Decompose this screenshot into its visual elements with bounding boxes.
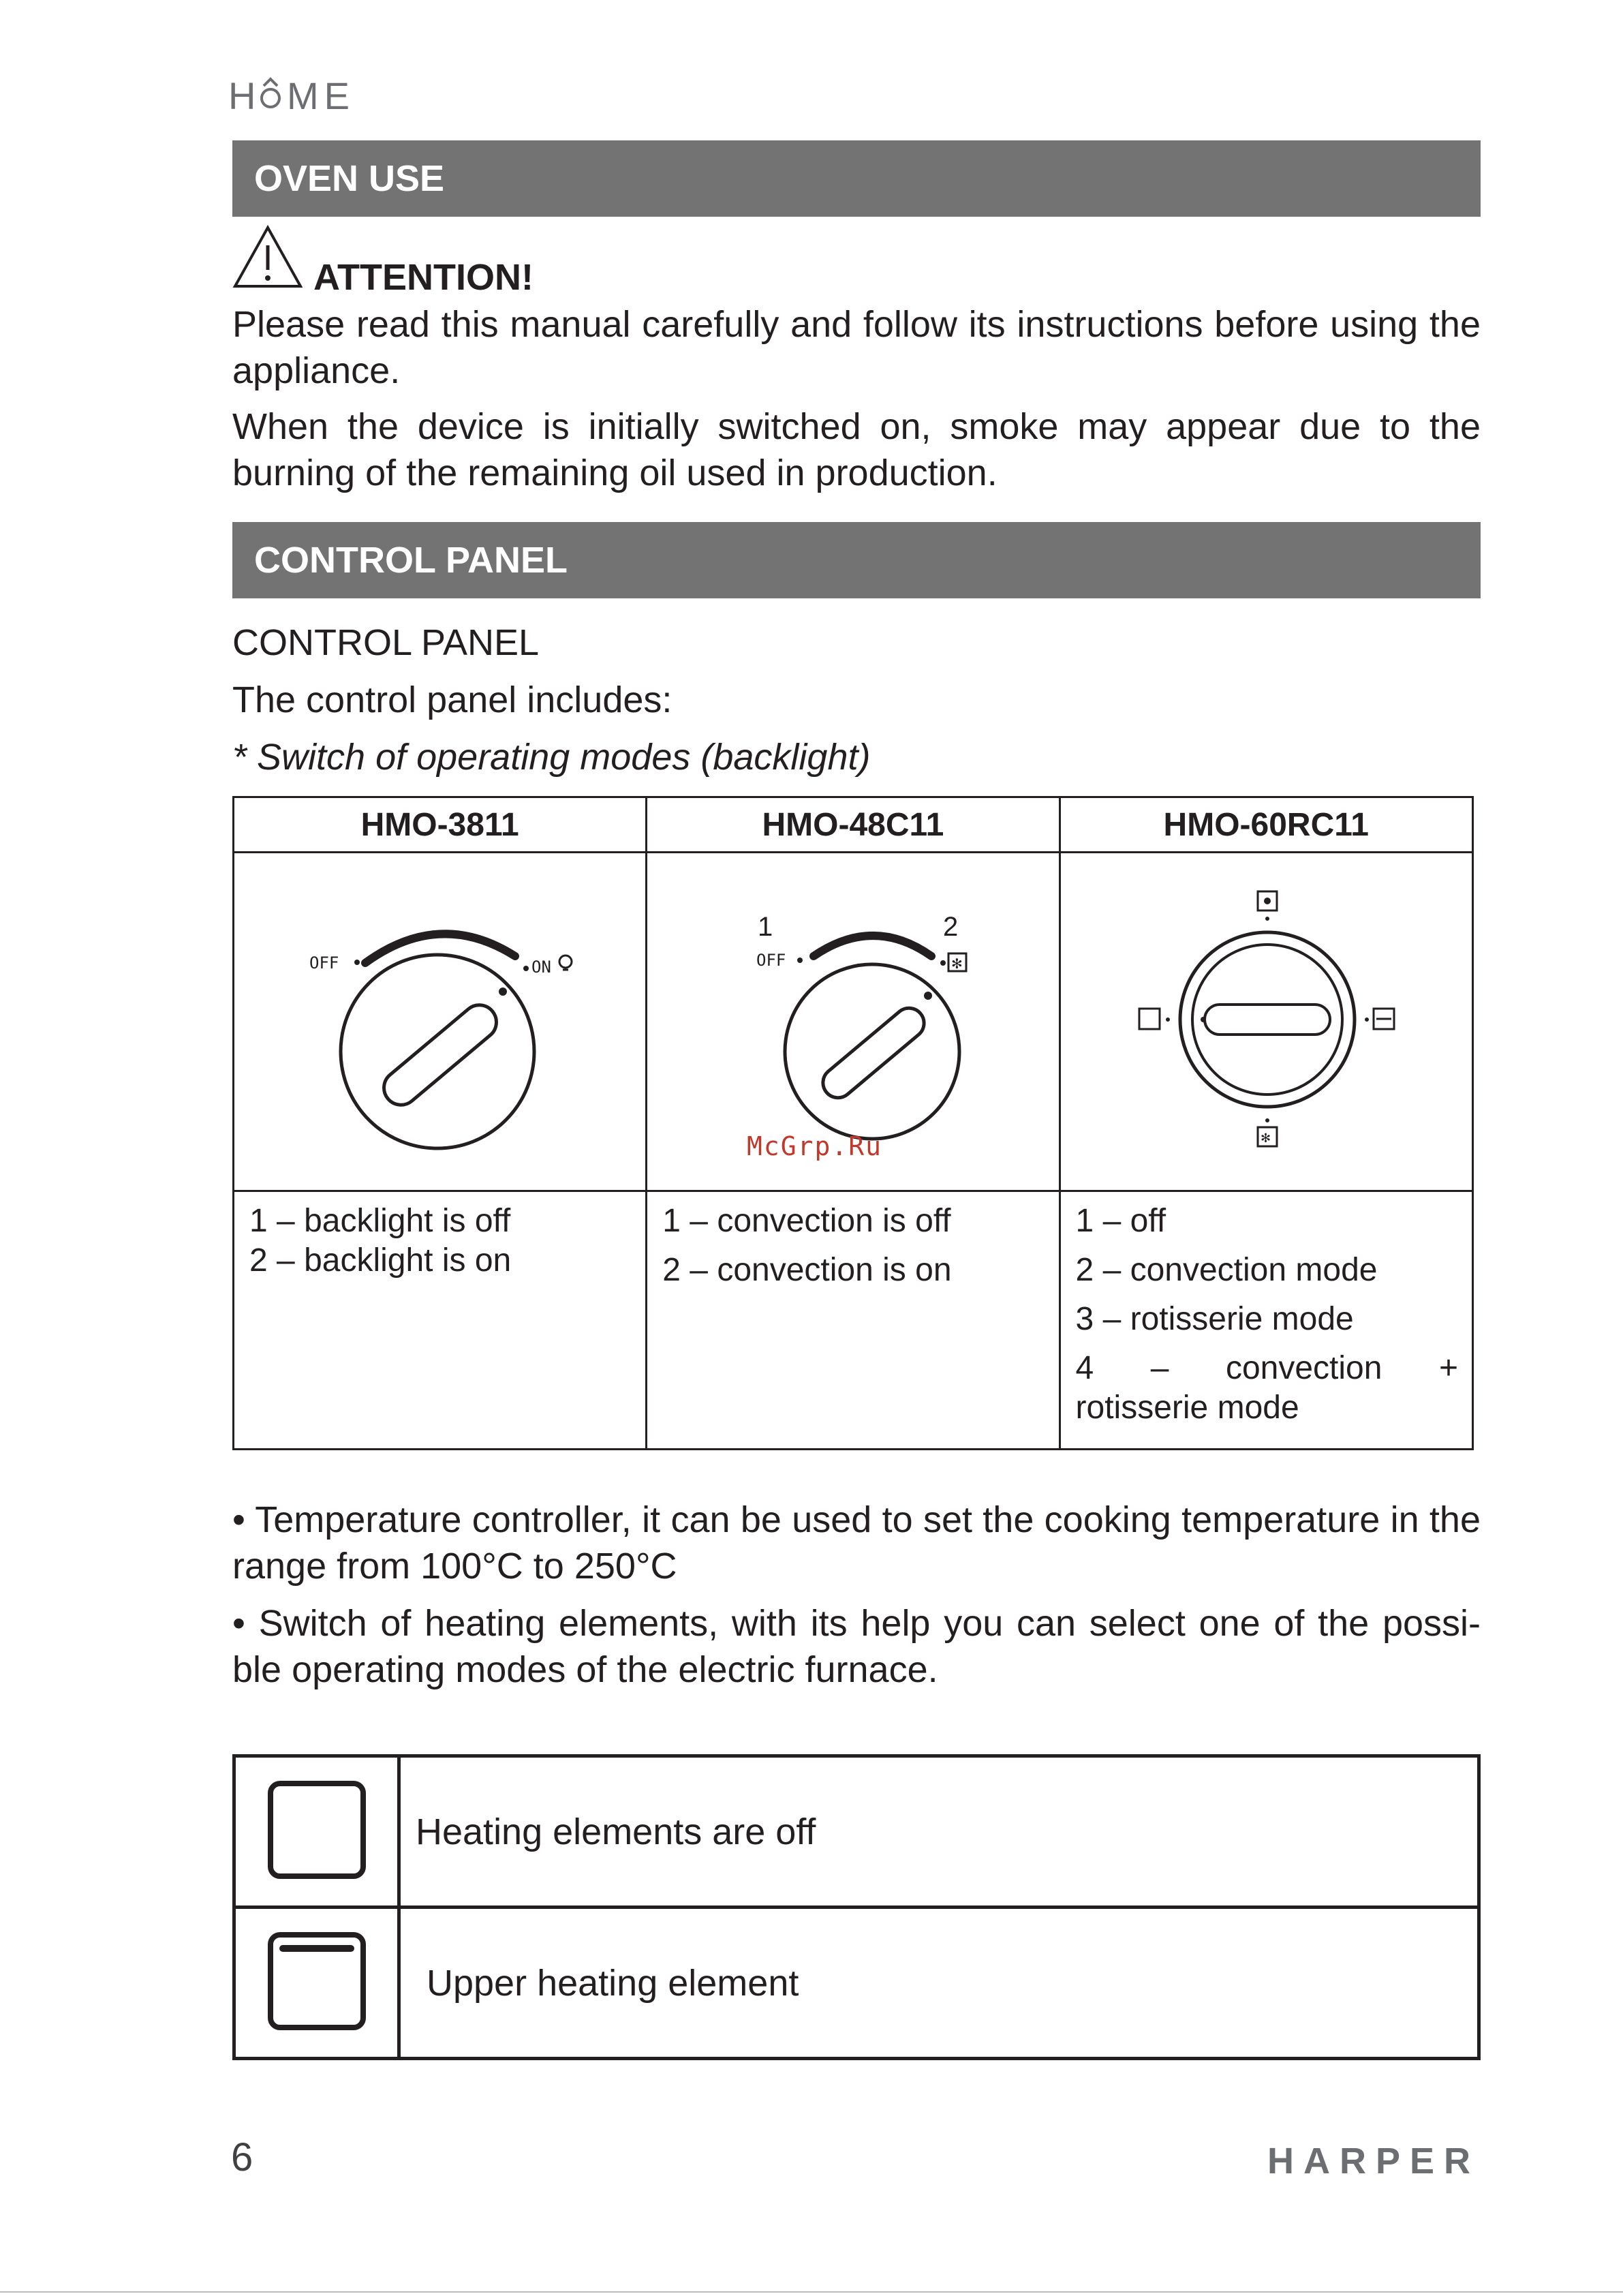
attention-label: ATTENTION!	[313, 257, 534, 298]
heating-off-icon	[234, 1756, 399, 1908]
heating-modes-table	[232, 1754, 1481, 2060]
oven-use-text	[232, 301, 1481, 496]
dial-two-label: 2	[942, 912, 959, 942]
dial-on-label: ON	[531, 958, 551, 977]
watermark: McGrp.Ru	[747, 1131, 883, 1161]
dial-hmo-3811-cell	[234, 853, 647, 1191]
svg-text:H: H	[228, 74, 260, 114]
upper-heating-icon	[234, 1908, 399, 2059]
harper-logo: HARPER	[1267, 2141, 1481, 2182]
svg-text:ME: ME	[287, 74, 355, 114]
dial-off-label-2: OFF	[756, 951, 786, 970]
bullets	[232, 1497, 1481, 1693]
hmo-60rc11-mode-1: 1 – off	[1075, 1203, 1166, 1239]
rotisserie-dial-icon	[1089, 871, 1443, 1164]
oven-use-heading: OVEN USE	[232, 140, 1481, 217]
backlight-dial-icon	[283, 881, 597, 1154]
control-panel-intro: The control panel includes:	[232, 679, 673, 720]
dial-one-label: 1	[757, 912, 773, 942]
off-mode-icon	[1139, 1009, 1160, 1029]
hmo-48c11-mode-1: 1 – convection is off	[662, 1203, 951, 1239]
mode-label-off: Heating elements are off	[399, 1756, 1479, 1908]
hmo-60rc11-mode-2: 2 – convection mode	[1075, 1252, 1378, 1288]
model-table	[232, 796, 1474, 1450]
control-panel-subtitle: CONTROL PANEL	[232, 622, 540, 663]
hmo-3811-modes	[234, 1191, 647, 1450]
hmo-60rc11-modes	[1060, 1191, 1472, 1450]
hmo-60rc11-mode-4: 4 – convection +	[1075, 1350, 1458, 1386]
oven-use-para-1: Please read this manual carefully and follow its instructions before using the appliance.	[232, 304, 1481, 391]
oven-use-para-2: When the device is initially switched on, smoke may appear due to the burning of the remaining oil used in production.	[232, 406, 1481, 493]
convection-dial-icon	[696, 881, 1010, 1154]
bullet-temperature: • Temperature controller, it can be used to set the cooking temperature in the range from 100°C to 250°C	[232, 1499, 1481, 1587]
bullet-heating-switch: • Switch of heating elements, with its help you can select one of the possi-ble operating modes of the electric furnace.	[232, 1603, 1481, 1690]
hmo-3811-mode-2: 2 – backlight is on	[249, 1242, 512, 1279]
mode-row	[234, 1908, 1479, 2059]
hmo-60rc11-mode-3: 3 – rotisserie mode	[1075, 1301, 1354, 1337]
bulb-icon	[559, 955, 572, 970]
warning-icon	[232, 225, 303, 290]
page-edge	[0, 2291, 1623, 2293]
header-hmo-48c11: HMO-48C11	[647, 797, 1060, 853]
dial-hmo-60rc11-cell	[1060, 853, 1472, 1191]
hmo-48c11-modes	[647, 1191, 1060, 1450]
svg-text:✻: ✻	[950, 955, 963, 972]
hmo-48c11-mode-2: 2 – convection is on	[662, 1252, 952, 1288]
svg-text:✻: ✻	[1261, 1131, 1271, 1146]
switch-note: * Switch of operating modes (backlight)	[232, 737, 871, 778]
hmo-60rc11-mode-4-cont: rotisserie mode	[1075, 1390, 1299, 1426]
header-hmo-60rc11: HMO-60RC11	[1060, 797, 1472, 853]
home-logo	[228, 74, 365, 114]
hmo-3811-mode-1: 1 – backlight is off	[249, 1203, 511, 1239]
mode-row	[234, 1756, 1479, 1908]
header-hmo-3811: HMO-3811	[234, 797, 647, 853]
dial-off-label: OFF	[309, 953, 339, 973]
mode-label-upper: Upper heating element	[399, 1908, 1479, 2059]
page-number: 6	[231, 2135, 253, 2179]
control-panel-heading: CONTROL PANEL	[232, 522, 1481, 598]
